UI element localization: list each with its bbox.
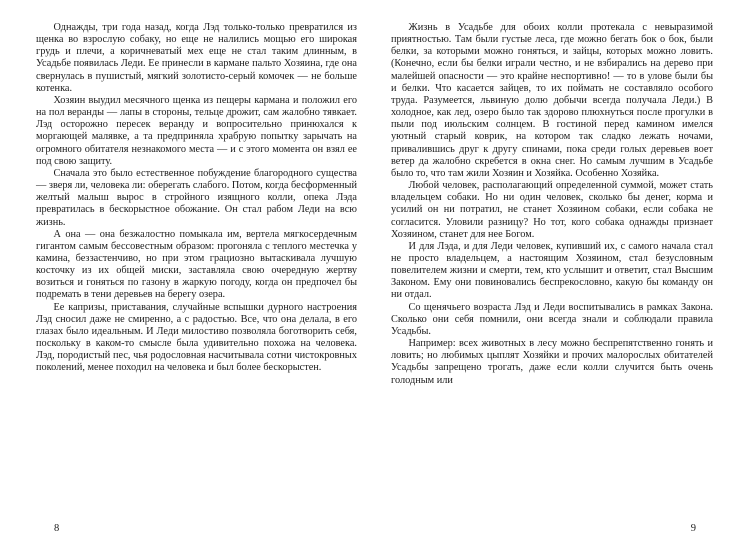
paragraph: Сначала это было естественное побуждение благородного существа — зверя ли, человека ли: оберегать слабого. Потом, когда бесформенный желтый малыш вырос в стройного изящного колли, опека Лэда превратилась в бескорыстное обожание. Он стал рабом Леди на всю жизнь.	[36, 167, 357, 228]
page-number-right: 9	[690, 523, 696, 534]
paragraph: И для Лэда, и для Леди человек, купивший их, с самого начала стал не просто владельцем, а настоящим Хозяином, стал безусловным повелителем жизни и смерти, тем, кто услышит и ответит, стал Высшим Законом. Ему они повиновались беспрекословно, какую бы команду он ни отдал.	[391, 240, 713, 301]
paragraph: Со щенячьего возраста Лэд и Леди воспитывались в рамках Закона. Сколько они себя помнили, они всегда знали и соблюдали правила Усадьбы.	[391, 301, 713, 337]
paragraph: Однажды, три года назад, когда Лэд только-только превратился из щенка во взрослую собаку, но еще не налились мощью его широкая грудь и плечи, а коричневатый мех еще не стал таким длинным, в Усадьбе появилась Леди. Ее принесли в кармане пальто Хозяина, где она свернулась в пушистый, мягкий золотисто-серый комочек — не больше котенка.	[36, 22, 357, 94]
paragraph: Жизнь в Усадьбе для обоих колли протекала с невыразимой приятностью. Там были густые леса, где можно бегать бок о бок, были белки, за которыми можно гоняться, и зайцы, которых можно ловить. (Конечно, если бы белки играли честно, и не взбирались на дерево при малейшей опасности — это крайне неспортивно! — то в улове были бы и белки. Что касается зайцев, то их поймать не составляло особого труда. Разумеется, львиную долю добычи всегда получала Леди.) В холодное, как лед, озеро было так здорово плюхнуться после прогулки в пыли под июльским солнцем. В гостиной перед камином имелся уютный старый коврик, на котором так сладко лежать ночами, привалившись друг к другу спинами, пока среди голых деревьев воет ветер да жалобно скребется в окна снег. Но самым лучшим в Усадьбе было то, что там жили Хозяин и Хозяйка. Особенно Хозяйка.	[391, 22, 713, 179]
paragraph: Например: всех животных в лесу можно беспрепятственно гонять и ловить; но любимых цыплят Хозяйки и прочих малорослых обитателей Усадьбы запрещено трогать, даже если колли случится быть очень голодным или	[391, 338, 713, 386]
paragraph: Хозяин выудил месячного щенка из пещеры кармана и положил его на пол веранды — лапы в стороны, тельце дрожит, сам жалобно тявкает. Лэд осторожно пересек веранду и вопросительно принюхался к моргающей малявке, а та предприняла храбрую попытку зарычать на огромного обитателя незнакомого места — и с этого момента он взял ее под свою защиту.	[36, 94, 357, 167]
page-right	[373, 0, 746, 540]
paragraph: А она — она безжалостно помыкала им, вертела мягкосердечным гигантом самым бессовестным образом: прогоняла с теплого местечка у камина, беззастенчиво, но при этом грациозно вытаскивала лучшую косточку из их общей миски, заставляла свою очередную жертву возиться и гоняться по газону в жаркую погоду, когда он предпочел бы подремать в тени деревьев на берегу озера.	[36, 228, 357, 301]
paragraph: Ее капризы, приставания, случайные вспышки дурного настроения Лэд сносил даже не смиренно, а с радостью. Все, что она делала, в его глазах было идеальным. И Леди милостиво позволяла боготворить себя, поскольку в каком-то смысле была удивительно похожа на человека. Лэд, породистый пес, чья родословная насчитывала сотни чистокровных поколений, менее походил на человека и был более бескорыстен.	[36, 301, 357, 374]
paragraph: Любой человек, располагающий определенной суммой, может стать владельцем собаки. Но ни один человек, сколько бы денег, корма и усилий он ни потратил, не станет Хозяином собаки, если собака не согласится. Уловили разницу? Но тот, кого собака однажды признает Хозяином, станет для нее Богом.	[391, 180, 713, 240]
page-number-left: 8	[54, 523, 60, 534]
